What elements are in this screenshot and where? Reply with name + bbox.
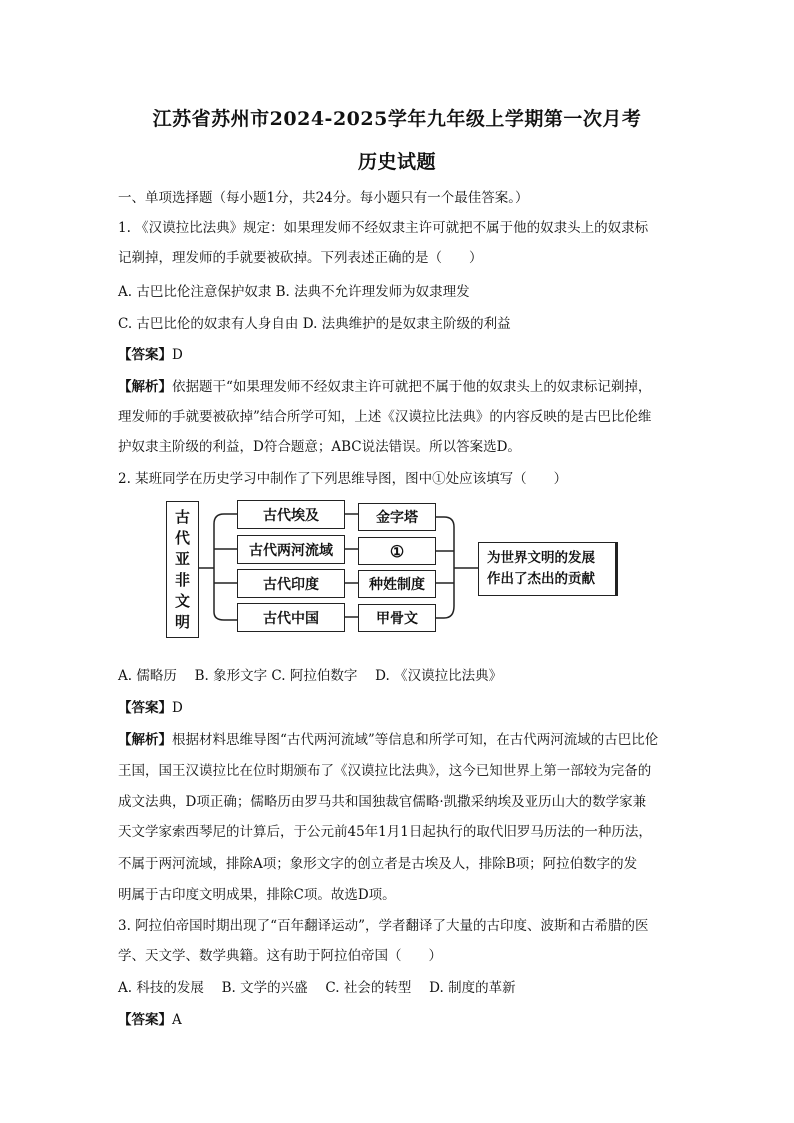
- achv-caste: 种姓制度: [358, 570, 436, 598]
- civ-china: 古代中国: [237, 603, 345, 632]
- mind-map-conclusion: [478, 542, 618, 596]
- q1-analysis-line1: [118, 375, 651, 395]
- answer-tag: 【答案】: [118, 1012, 172, 1028]
- analysis-tag: 【解析】: [118, 732, 172, 748]
- q2-answer: [118, 696, 183, 716]
- q1-stem-line1: 1. 《汉谟拉比法典》规定：如果理发师不经奴隶主许可就把不属于他的奴隶头上的奴隶标: [118, 220, 649, 236]
- achv-blank: ①: [358, 537, 436, 565]
- answer-value: A: [172, 1012, 182, 1028]
- mind-map-root: [166, 501, 199, 638]
- q3-options: A. 科技的发展 B. 文学的兴盛 C. 社会的转型 D. 制度的革新: [118, 980, 516, 996]
- answer-tag: 【答案】: [118, 700, 172, 716]
- q2-options: A. 儒略历 B. 象形文字 C. 阿拉伯数字 D. 《汉谟拉比法典》: [118, 668, 503, 684]
- exam-title: 江苏省苏州市2024-2025学年九年级上学期第一次月考: [152, 108, 642, 130]
- achv-oracle-bone: 甲骨文: [358, 604, 436, 632]
- root-char: 文: [174, 591, 190, 610]
- answer-value: D: [172, 347, 183, 363]
- civ-egypt: 古代埃及: [237, 500, 345, 529]
- analysis-text: 根据材料思维导图“古代两河流域”等信息和所学可知，在古代两河流域的古巴比伦: [172, 732, 659, 748]
- q2-analysis-line1: [118, 728, 658, 748]
- q2-analysis-line6: 明属于古印度文明成果，排除C项。故选D项。: [118, 887, 396, 903]
- q2-analysis-line2: 王国，国王汉谟拉比在位时期颁布了《汉谟拉比法典》，这今已知世界上第一部较为完备的: [118, 763, 652, 779]
- exam-subtitle: 历史试题: [357, 151, 436, 173]
- civ-mesopotamia: 古代两河流域: [237, 535, 345, 564]
- q1-options-ab: A. 古巴比伦注意保护奴隶 B. 法典不允许理发师为奴隶理发: [118, 284, 470, 300]
- root-char: 亚: [174, 549, 190, 568]
- q2-analysis-line3: 成文法典，D项正确；儒略历由罗马共和国独裁官儒略·凯撒采纳埃及亚历山大的数学家兼: [118, 794, 647, 810]
- q1-analysis-line2: 理发师的手就要被砍掉”结合所学可知，上述《汉谟拉比法典》的内容反映的是古巴比伦维: [118, 409, 652, 425]
- q3-stem-line2: 学、天文学、数学典籍。这有助于阿拉伯帝国（ ）: [118, 948, 442, 964]
- root-char: 古: [174, 507, 190, 526]
- q1-answer: [118, 343, 183, 363]
- root-char: 代: [174, 528, 190, 547]
- q3-stem-line1: 3. 阿拉伯帝国时期出现了“百年翻译运动”，学者翻译了大量的古印度、波斯和古希腊的医: [118, 918, 649, 934]
- q3-answer: [118, 1008, 182, 1028]
- root-char: 非: [174, 570, 190, 589]
- q1-analysis-line3: 护奴隶主阶级的利益，D符合题意；ABC说法错误。所以答案选D。: [118, 439, 521, 455]
- analysis-tag: 【解析】: [118, 379, 172, 395]
- root-char: 明: [174, 612, 190, 631]
- q2-stem: 2. 某班同学在历史学习中制作了下列思维导图，图中①处应该填写（ ）: [118, 471, 568, 487]
- analysis-text: 依据题干“如果理发师不经奴隶主许可就把不属于他的奴隶头上的奴隶标记剃掉，: [172, 379, 652, 395]
- answer-value: D: [172, 700, 183, 716]
- conclusion-line1: 为世界文明的发展: [487, 550, 595, 566]
- achv-pyramid: 金字塔: [358, 503, 436, 531]
- answer-tag: 【答案】: [118, 347, 172, 363]
- q1-stem-line2: 记剃掉，理发师的手就要被砍掉。下列表述正确的是（ ）: [118, 250, 483, 266]
- conclusion-line2: 作出了杰出的贡献: [487, 571, 595, 587]
- q2-analysis-line4: 天文学家索西琴尼的计算后，于公元前45年1月1日起执行的取代旧罗马历法的一种历法，: [118, 824, 652, 840]
- section-heading: 一、单项选择题（每小题1分，共24分。每小题只有一个最佳答案。）: [118, 190, 529, 206]
- q2-analysis-line5: 不属于两河流域，排除A项；象形文字的创立者是古埃及人，排除B项；阿拉伯数字的发: [118, 856, 638, 872]
- civ-india: 古代印度: [237, 569, 345, 598]
- q1-options-cd: C. 古巴比伦的奴隶有人身自由 D. 法典维护的是奴隶主阶级的利益: [118, 316, 511, 332]
